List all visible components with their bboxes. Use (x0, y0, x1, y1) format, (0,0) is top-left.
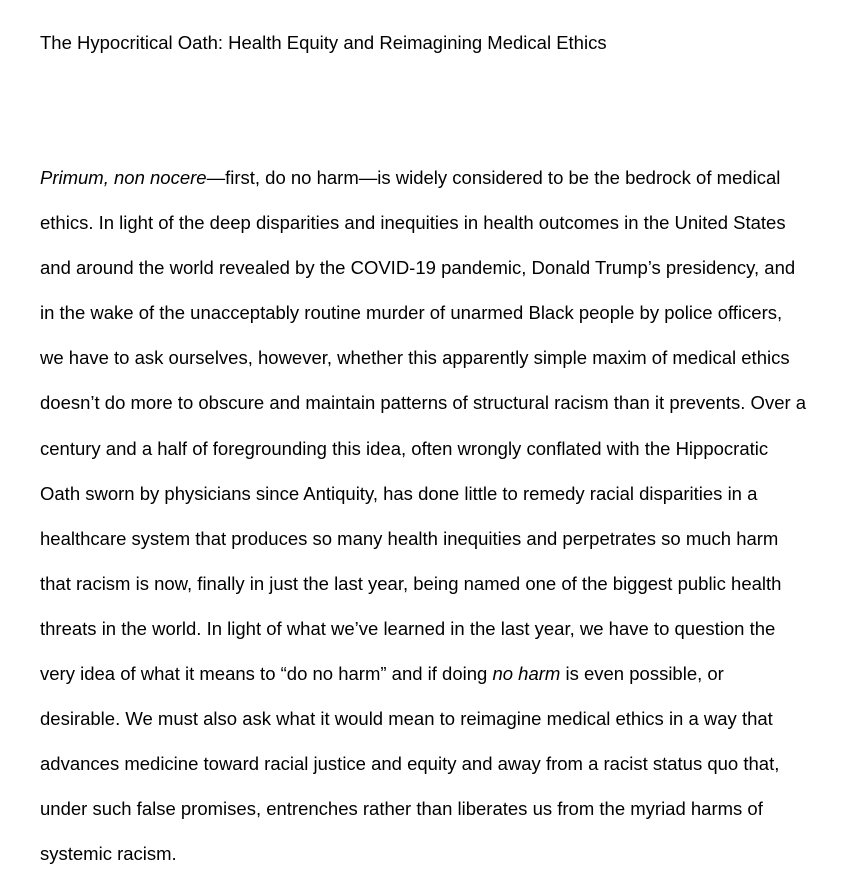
paragraph-line-8: Oath sworn by physicians since Antiquity, has done little to remedy racial disparities in a (40, 482, 758, 504)
line-12-text-after: is even possible, or (560, 663, 724, 685)
paragraph-line-1 (40, 165, 860, 210)
paragraph-line-10: that racism is now, finally in just the last year, being named one of the biggest public health (40, 572, 782, 594)
paragraph-line-15: under such false promises, entrenches rather than liberates us from the myriad harms of (40, 798, 763, 820)
paragraph-line-9: healthcare system that produces so many health inequities and perpetrates so much harm (40, 527, 779, 549)
paragraph-line-12 (40, 661, 860, 706)
paragraph-line-16: systemic racism. (40, 843, 177, 865)
latin-maxim: Primum, non nocere (40, 167, 207, 188)
document-title: The Hypocritical Oath: Health Equity and Reimagining Medical Ethics (40, 32, 607, 53)
paragraph-line-6: doesn’t do more to obscure and maintain patterns of structural racism than it prevents. Over a (40, 392, 807, 414)
paragraph-line-4: in the wake of the unacceptably routine murder of unarmed Black people by police officers, (40, 302, 783, 324)
paragraph-line-2: ethics. In light of the deep disparities and inequities in health outcomes in the United States (40, 212, 786, 234)
line-12-text-before: very idea of what it means to “do no harm” and if doing (40, 663, 493, 685)
emphasis-no-harm: no harm (492, 663, 561, 685)
paragraph-line-3: and around the world revealed by the COVID-19 pandemic, Donald Trump’s presidency, and (40, 257, 796, 279)
line-1-text: —first, do no harm—is widely considered to be the bedrock of medical (206, 167, 781, 188)
paragraph-line-11: threats in the world. In light of what we’ve learned in the last year, we have to question the (40, 617, 776, 639)
paragraph-line-7: century and a half of foregrounding this idea, often wrongly conflated with the Hippocratic (40, 437, 769, 459)
paragraph-line-14: advances medicine toward racial justice and equity and away from a racist status quo that, (40, 753, 780, 775)
paragraph-line-5: we have to ask ourselves, however, whether this apparently simple maxim of medical ethics (40, 347, 790, 369)
paragraph-line-13: desirable. We must also ask what it would mean to reimagine medical ethics in a way that (40, 708, 773, 730)
body-paragraph (40, 165, 860, 887)
